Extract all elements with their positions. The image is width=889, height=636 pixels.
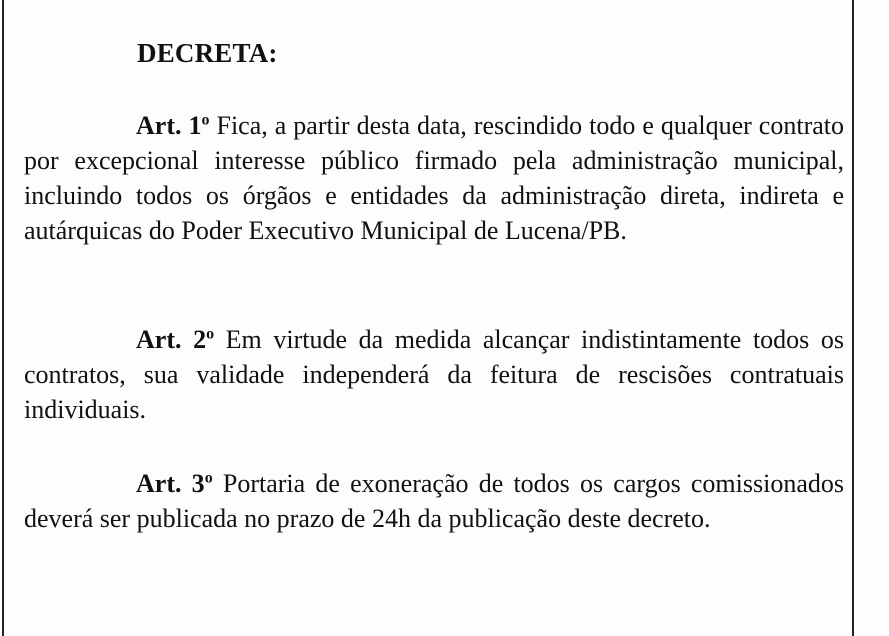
article-2: [24, 322, 844, 427]
decree-heading: DECRETA:: [137, 38, 278, 68]
article-1-ordinal: o: [201, 111, 210, 129]
article-3-label: Art. 3: [136, 469, 205, 498]
article-3-text: Portaria de exoneração de todos os cargos comissionados deverá ser publicada no prazo de 24h da publicação deste decreto.: [24, 469, 844, 533]
article-1: [24, 108, 844, 248]
article-1-text: Fica, a partir desta data, rescindido todo e qualquer contrato por excepcional interesse público firmado pela administração municipal, incluindo todos os órgãos e entidades da administração direta, indireta e autárquicas do Poder Executivo Municipal de Lucena/PB.: [24, 111, 844, 245]
article-3: [24, 466, 844, 536]
document-border: [2, 0, 854, 636]
article-2-label: Art. 2: [136, 325, 207, 354]
article-2-ordinal: o: [206, 325, 215, 343]
article-2-text: Em virtude da medida alcançar indistintamente todos os contratos, sua validade independerá da feitura de rescisões contratuais individuais.: [24, 325, 844, 424]
article-1-label: Art. 1: [136, 111, 202, 140]
article-3-ordinal: o: [204, 469, 213, 487]
